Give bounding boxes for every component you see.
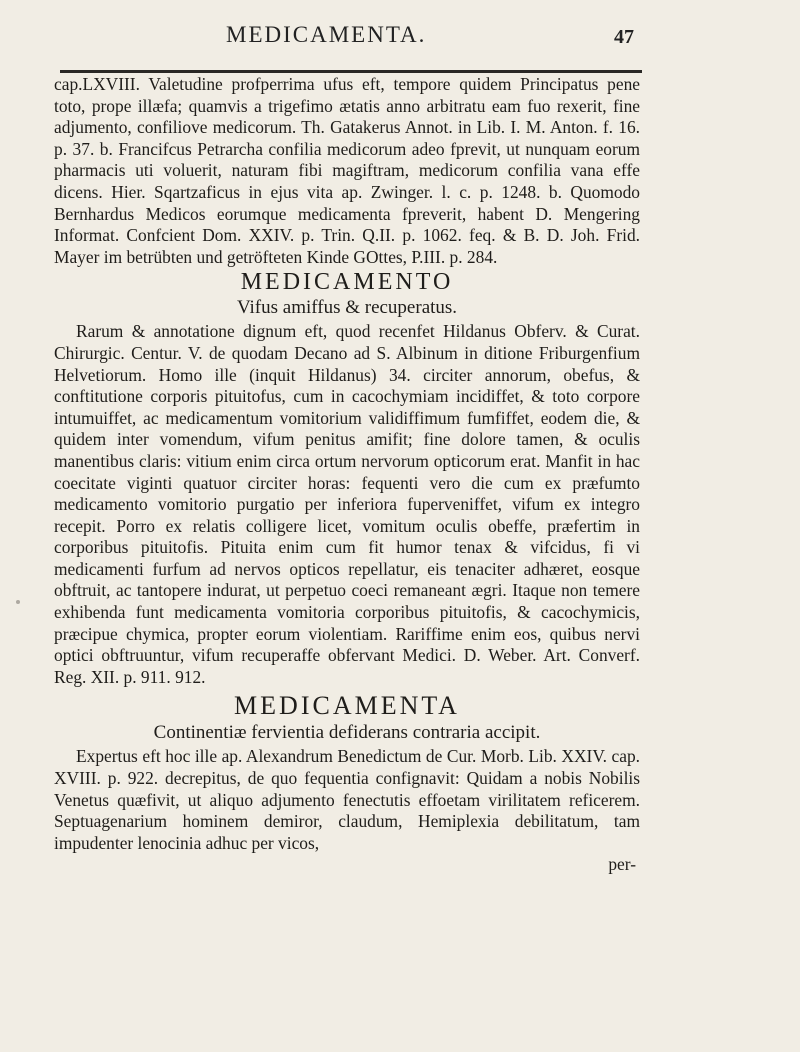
paragraph-health: cap.LXVIII. Valetudine profperrima ufus eft, tempore quidem Principatus pene toto, prope illæfa; quamvis a trigefimo ætatis anno arbitratu eam fuo rexerit, fine adjumento, confiliove medicorum. Th. Gatakerus Annot. in Lib. I. M. Anton. f. 16. p. 37. b. Francifcus Petrarcha confilia medicorum adeo fprevit, ut nunquam eorum pharmacis uti voluerit, naturam fibi magiftram, medicorum confilia vana effe dicens. Hier. Sqartzaficus in ejus vita ap. Zwinger. l. c. p. 1248. b. Quomodo Bernhardus Medicos eorumque medicamenta fpreverit, habent D. Mengering Informat. Confcient Dom. XXIV. p. Trin. Q.II. p. 1062. feq. & B. D. Joh. Frid. Mayer im betrübten und getröfteten Kinde GOttes, P.III. p. 284. bbox=[54, 74, 640, 267]
body-text bbox=[54, 74, 640, 876]
page-number: 47 bbox=[614, 26, 634, 48]
section-subheading-vision: Vifus amiffus & recuperatus. bbox=[236, 297, 458, 319]
section-heading-vision: MEDICAMENTO bbox=[240, 269, 454, 296]
paragraph-continence: Expertus eft hoc ille ap. Alexandrum Benedictum de Cur. Morb. Lib. XXIV. cap. XVIII. p. 922. decrepitus, de quo fequentia confignavit: Quidam a nobis Nobilis Venetus quæfivit, ut aliquo adjumento fenectutis effoetam virilitatem reficerem. Septuagenarium hominem demiror, claudum, Hemiplexia debilitatum, tam impudenter lenocinia adhuc per vicos, bbox=[54, 746, 640, 853]
section-heading-continence: MEDICAMENTA bbox=[234, 691, 460, 721]
section-subheading-continence: Continentiæ fervientia defiderans contraria accipit. bbox=[153, 722, 541, 744]
catchword: per- bbox=[608, 854, 636, 875]
running-title: MEDICAMENTA. bbox=[226, 22, 427, 47]
header-rule bbox=[60, 70, 642, 73]
running-head bbox=[0, 22, 800, 62]
paragraph-vision: Rarum & annotatione dignum eft, quod recenfet Hildanus Obferv. & Curat. Chirurgic. Centur. V. de quodam Decano ad S. Albinum in ditione Friburgenfium Helvetiorum. Homo ille (inquit Hildanus) 34. circiter annorum, obefus, & conftitutione corporis pituitofus, cum in cacochymiam incidiffet, & toto corpore intumuiffet, ac medicamentum vomitorium validiffimum fumfiffet, eodem die, & quidem inter vomendum, vifum penitus amifit; fine dolore tamen, & oculis manentibus claris: vitium enim circa ortum nervorum opticorum erat. Manfit in hac coecitate viginti quatuor circiter horas: fequenti vero die cum ex præfumto medicamento vomitorio purgatio per inferiora fuperveniffet, vifum ex integro recepit. Porro ex relatis colligere licet, vomitum oculis obeffe, præfertim in corporibus pituitofis. Pituita enim cum fit humor tenax & vifcidus, fi vi medicamenti furfum ad nervos opticos repellatur, eis tenaciter adhæret, eosque obftruit, ac tantopere indurat, ut perpetuo coeci remaneant ægri. Itaque non temere exhibenda funt medicamenta vomitoria corporibus pituitofis, & cacochymicis, præcipue chymica, propter eorum violentiam. Rariffime enim eos, quibus nervi optici obftruuntur, vifum recuperaffe obfervant Medici. D. Weber. Art. Converf. Reg. XII. p. 911. 912. bbox=[54, 321, 640, 687]
scan-speck bbox=[16, 600, 20, 604]
